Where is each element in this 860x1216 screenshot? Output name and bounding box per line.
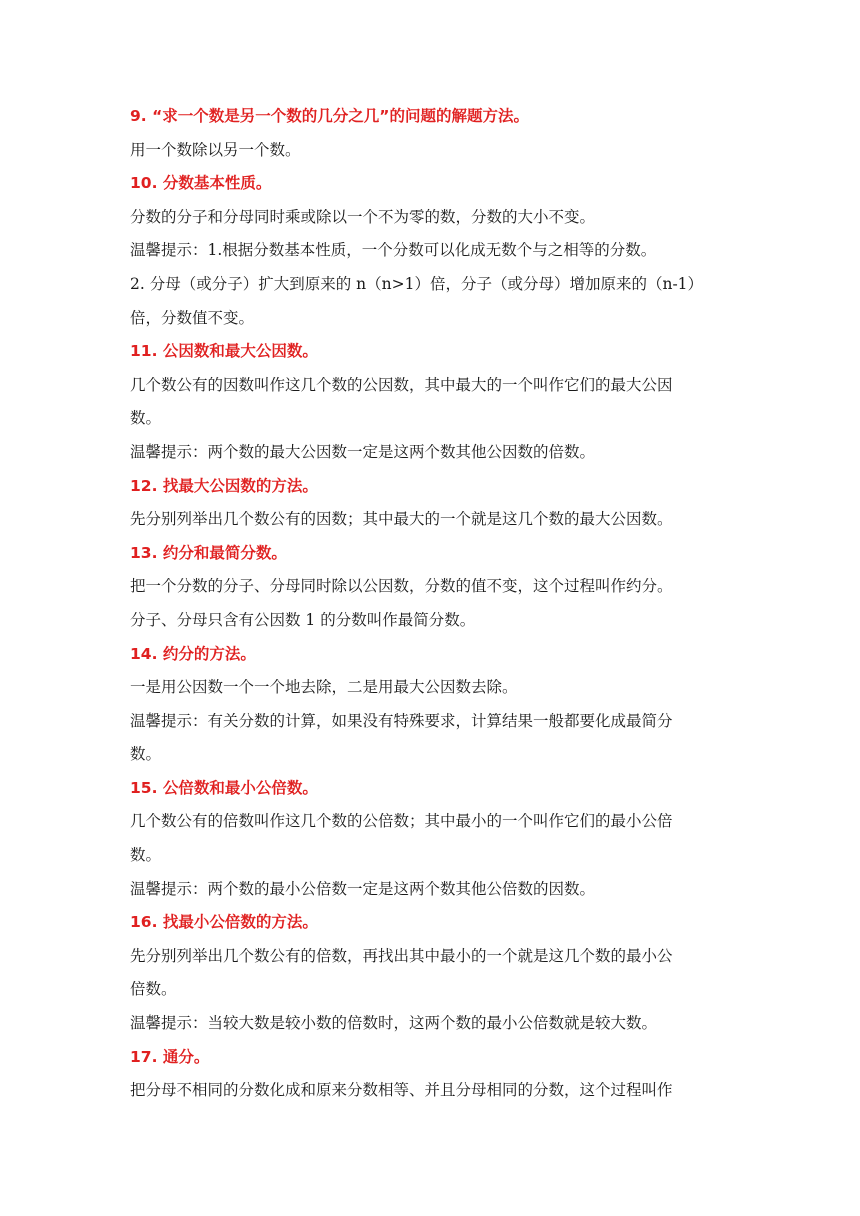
paragraph-line: 数。 bbox=[130, 745, 162, 764]
section-heading-11: 11. 公因数和最大公因数。 bbox=[130, 342, 318, 361]
paragraph-line: 把分母不相同的分数化成和原来分数相等、并且分母相同的分数，这个过程叫作 bbox=[130, 1081, 673, 1100]
tip-line: 温馨提示：有关分数的计算，如果没有特殊要求，计算结果一般都要化成最简分 bbox=[130, 711, 673, 730]
section-heading-15: 15. 公倍数和最小公倍数。 bbox=[130, 778, 318, 797]
tip-line: 温馨提示：当较大数是较小数的倍数时，这两个数的最小公倍数就是较大数。 bbox=[130, 1014, 658, 1033]
paragraph-line: 用一个数除以另一个数。 bbox=[130, 140, 301, 159]
paragraph-line: 倍数。 bbox=[130, 980, 177, 999]
paragraph-line: 几个数公有的倍数叫作这几个数的公倍数；其中最小的一个叫作它们的最小公倍 bbox=[130, 812, 673, 831]
tip-line: 温馨提示：两个数的最大公因数一定是这两个数其他公因数的倍数。 bbox=[130, 442, 596, 461]
tip-line: 温馨提示：1.根据分数基本性质，一个分数可以化成无数个与之相等的分数。 bbox=[130, 241, 657, 260]
paragraph-line: 分数的分子和分母同时乘或除以一个不为零的数，分数的大小不变。 bbox=[130, 207, 596, 226]
paragraph-line: 一是用公因数一个一个地去除，二是用最大公因数去除。 bbox=[130, 678, 518, 697]
paragraph-line: 数。 bbox=[130, 846, 162, 865]
section-heading-16: 16. 找最小公倍数的方法。 bbox=[130, 913, 318, 932]
paragraph-line: 2. 分母（或分子）扩大到原来的 n（n>1）倍，分子（或分母）增加原来的（n-1） bbox=[130, 274, 704, 293]
paragraph-line: 先分别列举出几个数公有的倍数，再找出其中最小的一个就是这几个数的最小公 bbox=[130, 946, 673, 965]
paragraph-line: 先分别列举出几个数公有的因数；其中最大的一个就是这几个数的最大公因数。 bbox=[130, 510, 673, 529]
section-heading-10: 10. 分数基本性质。 bbox=[130, 174, 272, 193]
section-heading-9: 9. “求一个数是另一个数的几分之几”的问题的解题方法。 bbox=[130, 107, 529, 125]
paragraph-line: 倍，分数值不变。 bbox=[130, 308, 255, 327]
tip-line: 温馨提示：两个数的最小公倍数一定是这两个数其他公倍数的因数。 bbox=[130, 879, 596, 898]
paragraph-line: 数。 bbox=[130, 409, 162, 428]
section-heading-13: 13. 约分和最简分数。 bbox=[130, 543, 287, 562]
paragraph-line: 几个数公有的因数叫作这几个数的公因数，其中最大的一个叫作它们的最大公因 bbox=[130, 375, 673, 394]
paragraph-line: 分子、分母只含有公因数 1 的分数叫作最简分数。 bbox=[130, 610, 476, 629]
document-page bbox=[130, 100, 742, 1108]
section-heading-12: 12. 找最大公因数的方法。 bbox=[130, 476, 318, 495]
paragraph-line: 把一个分数的分子、分母同时除以公因数，分数的值不变，这个过程叫作约分。 bbox=[130, 577, 673, 596]
section-heading-17: 17. 通分。 bbox=[130, 1047, 210, 1066]
section-heading-14: 14. 约分的方法。 bbox=[130, 644, 256, 663]
